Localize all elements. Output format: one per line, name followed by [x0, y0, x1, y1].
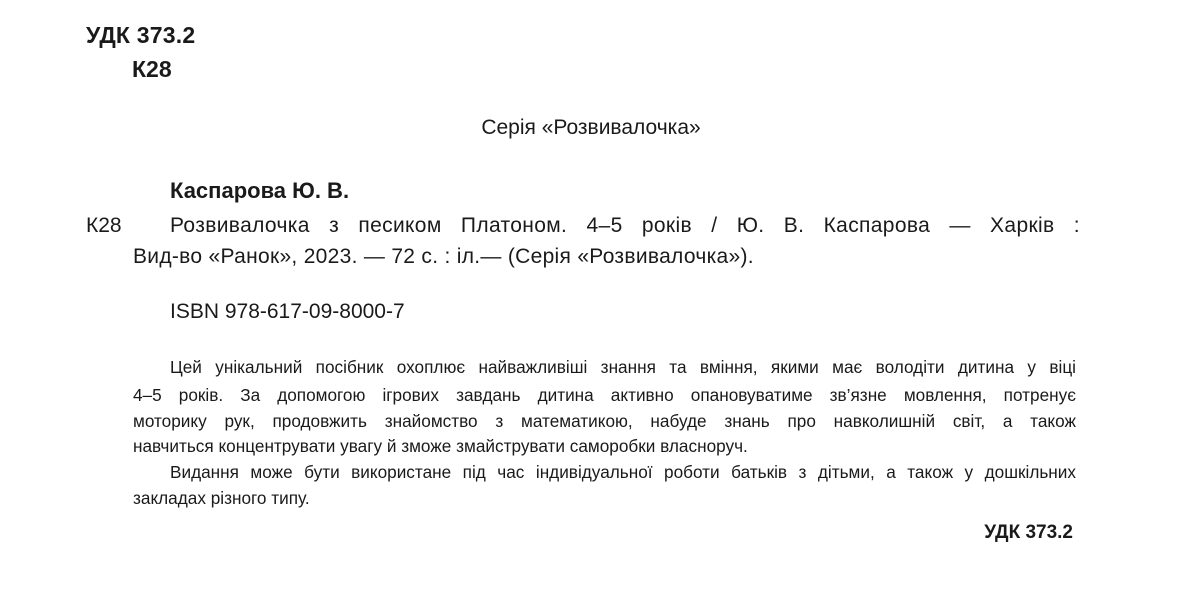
- udk-classification-top: УДК 373.2: [86, 22, 196, 48]
- author-code: К28: [86, 214, 122, 237]
- abstract-line: Видання може бути використане під час індивідуальної роботи батьків з дітьми, а також у дошкільних: [170, 462, 1076, 482]
- udk-classification-bottom: УДК 373.2: [984, 522, 1073, 543]
- author-code-top: К28: [132, 56, 172, 82]
- bibliographic-description-line-2: Вид-во «Ранок», 2023. — 72 с. : іл.— (Серія «Розвивалочка»).: [133, 245, 754, 268]
- abstract-line: навчиться концентрувати увагу й зможе змайструвати саморобки власноруч.: [133, 436, 748, 456]
- bibliographic-description-line-1: Розвивалочка з песиком Платоном. 4–5 років / Ю. В. Каспарова — Харків :: [170, 214, 1080, 237]
- abstract-line: Цей унікальний посібник охоплює найважливіші знання та вміння, якими має володіти дитина у віці: [170, 357, 1076, 377]
- abstract-line: моторику рук, продовжить знайомство з математикою, набуде знань про навколишній світ, а також: [133, 411, 1076, 431]
- abstract-line: закладах різного типу.: [133, 488, 310, 508]
- isbn: ISBN 978-617-09-8000-7: [170, 300, 405, 323]
- abstract-line: 4–5 років. За допомогою ігрових завдань дитина активно опановуватиме зв’язне мовлення, потренує: [133, 385, 1076, 405]
- series-title: Серія «Розвивалочка»: [481, 116, 701, 139]
- author-name: Каспарова Ю. В.: [170, 178, 350, 203]
